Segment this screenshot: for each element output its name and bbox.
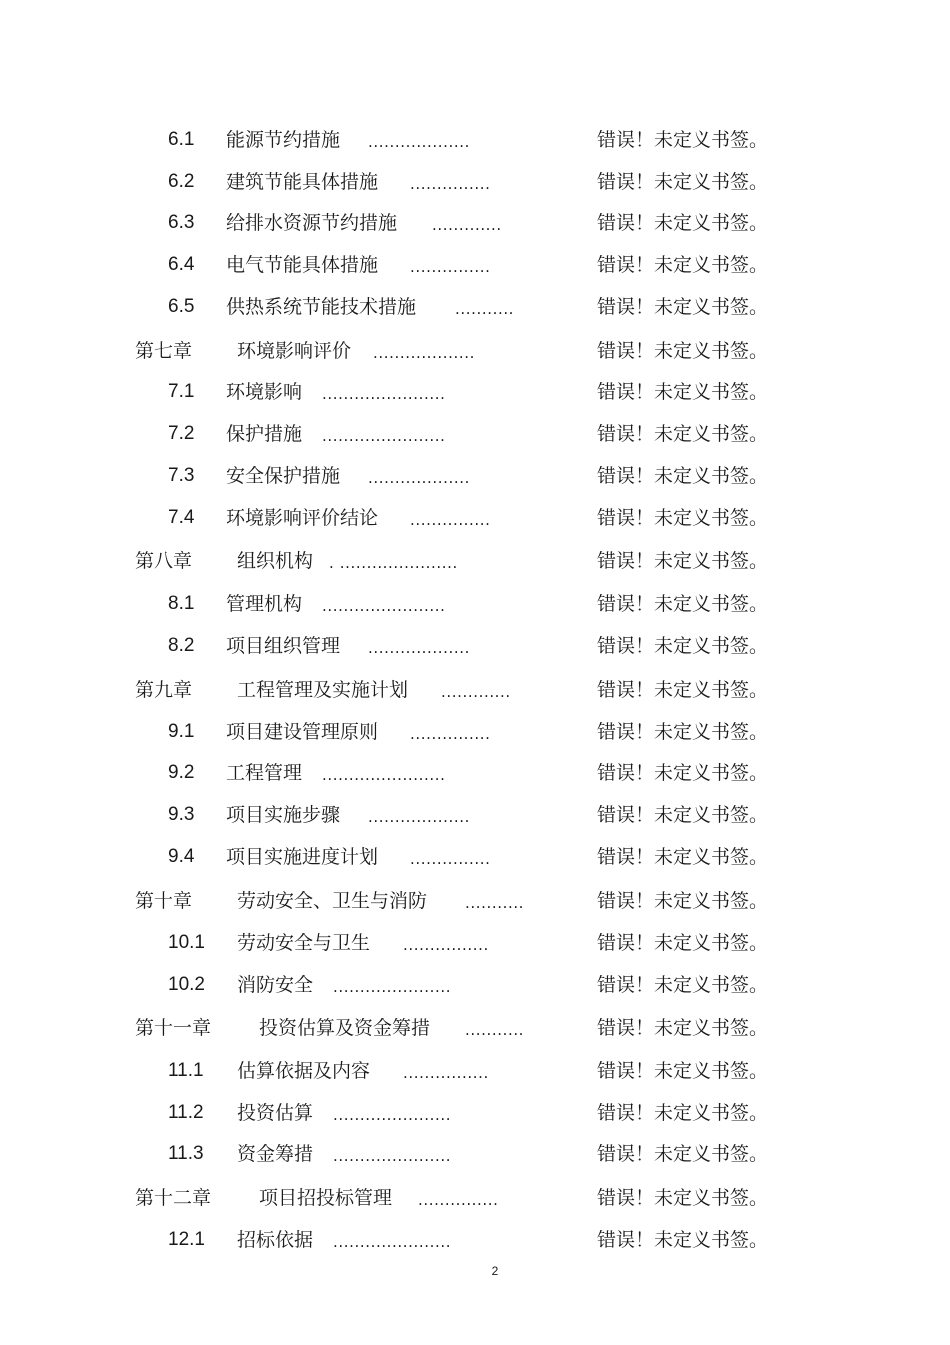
toc-entry-title: 项目组织管理 (226, 635, 341, 657)
toc-entry-leader: ................... (368, 133, 470, 151)
toc-chapter[interactable] (0, 1183, 950, 1213)
toc-entry-number: 9.4 (168, 846, 195, 867)
toc-chapter[interactable] (0, 336, 950, 366)
toc-entry[interactable] (0, 1098, 950, 1128)
toc-entry-leader: ................ (403, 936, 489, 954)
toc-entry-title: 劳动安全与卫生 (237, 932, 371, 954)
toc-entry-title: 安全保护措施 (226, 465, 341, 487)
toc-chapter-number: 第九章 (135, 679, 193, 701)
toc-entry-number: 9.2 (168, 762, 195, 783)
toc-entry[interactable] (0, 167, 950, 197)
toc-entry-number: 6.5 (168, 296, 195, 317)
toc-entry[interactable] (0, 292, 950, 322)
toc-entry[interactable] (0, 631, 950, 661)
toc-entry-number: 10.2 (168, 974, 205, 995)
toc-entry-page-ref: 错误！未定义书签。 (597, 212, 769, 234)
page-number: 2 (491, 1264, 499, 1278)
toc-entry-leader: ........... (465, 1021, 525, 1039)
toc-entry-title: 消防安全 (237, 974, 314, 996)
toc-entry-page-ref: 错误！未定义书签。 (597, 890, 769, 912)
toc-entry-number: 9.3 (168, 804, 195, 825)
toc-entry-number: 6.4 (168, 254, 195, 275)
toc-entry[interactable] (0, 589, 950, 619)
toc-entry-number: 9.1 (168, 721, 195, 742)
toc-entry-page-ref: 错误！未定义书签。 (597, 679, 769, 701)
toc-entry-title: 管理机构 (226, 593, 303, 615)
toc-entry-page-ref: 错误！未定义书签。 (597, 1187, 769, 1209)
toc-entry-leader: ............... (410, 258, 491, 276)
toc-chapter[interactable] (0, 675, 950, 705)
toc-entry-number: 7.4 (168, 507, 195, 528)
toc-entry-number: 11.2 (168, 1102, 204, 1123)
toc-entry-leader: ....................... (322, 766, 446, 784)
toc-entry[interactable] (0, 377, 950, 407)
toc-entry-page-ref: 错误！未定义书签。 (597, 254, 769, 276)
toc-entry-page-ref: 错误！未定义书签。 (597, 1017, 769, 1039)
toc-entry[interactable] (0, 125, 950, 155)
toc-entry-title: 保护措施 (226, 423, 303, 445)
toc-entry-number: 6.1 (168, 129, 195, 150)
toc-entry-leader: ................... (368, 469, 470, 487)
toc-entry-page-ref: 错误！未定义书签。 (597, 932, 769, 954)
toc-entry[interactable] (0, 970, 950, 1000)
toc-entry-number: 7.3 (168, 465, 195, 486)
toc-entry-title: 招标依据 (237, 1229, 314, 1251)
toc-entry[interactable] (0, 1139, 950, 1169)
toc-entry-title: 估算依据及内容 (237, 1060, 371, 1082)
toc-chapter-title: 投资估算及资金筹措 (259, 1017, 431, 1039)
toc-entry-page-ref: 错误！未定义书签。 (597, 381, 769, 403)
toc-entry-leader: ............... (410, 725, 491, 743)
toc-entry-leader: ....................... (322, 427, 446, 445)
toc-entry-title: 资金筹措 (237, 1143, 314, 1165)
toc-entry-leader: . ...................... (329, 554, 458, 572)
toc-entry-title: 工程管理 (226, 762, 303, 784)
toc-chapter[interactable] (0, 546, 950, 576)
toc-entry-page-ref: 错误！未定义书签。 (597, 635, 769, 657)
toc-entry-page-ref: 错误！未定义书签。 (597, 171, 769, 193)
toc-entry-page-ref: 错误！未定义书签。 (597, 1102, 769, 1124)
toc-entry-number: 11.1 (168, 1060, 204, 1081)
toc-entry-leader: ...................... (333, 978, 452, 996)
toc-entry-page-ref: 错误！未定义书签。 (597, 721, 769, 743)
toc-chapter-number: 第八章 (135, 550, 193, 572)
toc-entry-page-ref: 错误！未定义书签。 (597, 1229, 769, 1251)
toc-entry-leader: ....................... (322, 385, 446, 403)
toc-entry[interactable] (0, 1225, 950, 1255)
toc-entry[interactable] (0, 800, 950, 830)
toc-entry-leader: ........... (455, 300, 515, 318)
toc-entry-page-ref: 错误！未定义书签。 (597, 1143, 769, 1165)
toc-entry-number: 7.1 (168, 381, 195, 402)
toc-entry-leader: ............... (410, 175, 491, 193)
toc-entry-leader: ............. (432, 216, 502, 234)
toc-entry-number: 6.3 (168, 212, 195, 233)
toc-entry-title: 给排水资源节约措施 (226, 212, 398, 234)
toc-entry-title: 项目实施步骤 (226, 804, 341, 826)
toc-entry-leader: ................... (368, 808, 470, 826)
toc-entry-title: 建筑节能具体措施 (226, 171, 379, 193)
toc-chapter-title: 项目招投标管理 (259, 1187, 393, 1209)
toc-chapter-title: 组织机构 (237, 550, 314, 572)
toc-chapter-number: 第十章 (135, 890, 193, 912)
toc-entry[interactable] (0, 1056, 950, 1086)
toc-entry-number: 6.2 (168, 171, 195, 192)
toc-entry-title: 环境影响 (226, 381, 303, 403)
toc-entry-leader: ................... (373, 344, 475, 362)
toc-entry-leader: ...................... (333, 1147, 452, 1165)
toc-entry[interactable] (0, 250, 950, 280)
toc-chapter-number: 第十二章 (135, 1187, 212, 1209)
toc-entry[interactable] (0, 758, 950, 788)
toc-entry-leader: ............... (418, 1191, 499, 1209)
toc-entry-number: 8.2 (168, 635, 195, 656)
toc-entry-page-ref: 错误！未定义书签。 (597, 550, 769, 572)
toc-chapter-title: 环境影响评价 (237, 340, 352, 362)
toc-chapter-title: 工程管理及实施计划 (237, 679, 409, 701)
toc-entry-leader: ...................... (333, 1106, 452, 1124)
toc-entry-number: 8.1 (168, 593, 195, 614)
toc-entry-title: 供热系统节能技术措施 (226, 296, 417, 318)
toc-entry-leader: ....................... (322, 597, 446, 615)
toc-entry-title: 项目建设管理原则 (226, 721, 379, 743)
toc-entry-leader: ...................... (333, 1233, 452, 1251)
toc-entry[interactable] (0, 503, 950, 533)
toc-entry-leader: ................ (403, 1064, 489, 1082)
toc-entry-title: 环境影响评价结论 (226, 507, 379, 529)
toc-entry-page-ref: 错误！未定义书签。 (597, 974, 769, 996)
toc-entry-page-ref: 错误！未定义书签。 (597, 423, 769, 445)
toc-entry-leader: ............... (410, 850, 491, 868)
toc-entry-leader: ............. (441, 683, 511, 701)
toc-entry-page-ref: 错误！未定义书签。 (597, 593, 769, 615)
toc-entry-page-ref: 错误！未定义书签。 (597, 507, 769, 529)
toc-entry-number: 12.1 (168, 1229, 205, 1250)
toc-entry[interactable] (0, 461, 950, 491)
toc-entry-page-ref: 错误！未定义书签。 (597, 846, 769, 868)
toc-chapter-number: 第七章 (135, 340, 193, 362)
toc-entry-leader: ................... (368, 639, 470, 657)
toc-entry-title: 项目实施进度计划 (226, 846, 379, 868)
toc-entry-page-ref: 错误！未定义书签。 (597, 804, 769, 826)
toc-entry-leader: ........... (465, 894, 525, 912)
toc-entry-page-ref: 错误！未定义书签。 (597, 129, 769, 151)
toc-entry[interactable] (0, 208, 950, 238)
toc-entry-leader: ............... (410, 511, 491, 529)
toc-chapter[interactable] (0, 886, 950, 916)
toc-entry-page-ref: 错误！未定义书签。 (597, 762, 769, 784)
toc-entry-page-ref: 错误！未定义书签。 (597, 296, 769, 318)
toc-entry-number: 7.2 (168, 423, 195, 444)
toc-entry-page-ref: 错误！未定义书签。 (597, 1060, 769, 1082)
toc-chapter-number: 第十一章 (135, 1017, 212, 1039)
toc-entry[interactable] (0, 928, 950, 958)
toc-entry-title: 能源节约措施 (226, 129, 341, 151)
toc-entry[interactable] (0, 717, 950, 747)
toc-entry-title: 投资估算 (237, 1102, 314, 1124)
toc-entry-title: 电气节能具体措施 (226, 254, 379, 276)
toc-entry-number: 10.1 (168, 932, 205, 953)
toc-chapter[interactable] (0, 1013, 950, 1043)
toc-entry-page-ref: 错误！未定义书签。 (597, 340, 769, 362)
toc-chapter-title: 劳动安全、卫生与消防 (237, 890, 428, 912)
toc-entry-number: 11.3 (168, 1143, 204, 1164)
toc-entry-page-ref: 错误！未定义书签。 (597, 465, 769, 487)
toc-entry[interactable] (0, 842, 950, 872)
toc-entry[interactable] (0, 419, 950, 449)
